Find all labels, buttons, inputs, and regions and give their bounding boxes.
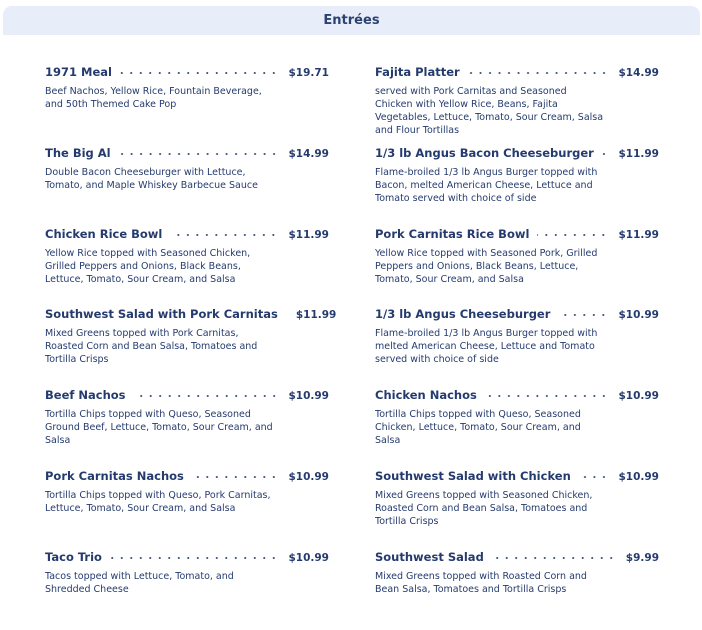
item-description: Mixed Greens topped with Roasted Corn and Bean Salsa, Tomatoes and Tortilla Crisps — [375, 570, 587, 595]
menu-item — [45, 145, 329, 226]
menu-item-header — [45, 549, 329, 565]
menu-item-header — [375, 387, 659, 403]
item-name: 1971 Meal — [45, 65, 112, 79]
item-price: $10.99 — [618, 470, 659, 483]
item-name: Pork Carnitas Nachos — [45, 468, 184, 483]
menu-item-header — [375, 145, 659, 161]
dot-leader — [602, 152, 609, 156]
item-description: Mixed Greens topped with Pork Carnitas, Roasted Corn and Bean Salsa, Tomatoes and Tortilla Crisps — [45, 328, 258, 366]
menu-item-header — [375, 64, 659, 80]
item-name: Beef Nachos — [45, 388, 126, 403]
dot-leader — [119, 152, 279, 156]
item-name: Southwest Salad with Chicken — [375, 468, 571, 483]
menu-item — [375, 226, 659, 307]
menu-item-header — [45, 145, 329, 161]
item-description: Tortilla Chips topped with Queso, Seasoned Ground Beef, Lettuce, Tomato, Sour Cream, and Salsa — [45, 409, 273, 447]
item-description: Double Bacon Cheeseburger with Lettuce, Tomato, and Maple Whiskey Barbecue Sauce — [45, 166, 258, 191]
menu-item-header — [45, 468, 329, 484]
item-name: 1/3 lb Angus Bacon Cheeseburger — [375, 145, 594, 160]
item-price: $11.99 — [288, 228, 329, 241]
dot-leader — [537, 233, 608, 237]
dot-leader — [134, 394, 279, 398]
menu-item — [45, 549, 329, 630]
menu-item — [45, 226, 329, 307]
item-description: Flame-broiled 1/3 lb Angus Burger topped with Bacon, melted American Cheese, Lettuce and Tomato served with choice of side — [375, 166, 598, 204]
menu-item-header — [375, 549, 659, 565]
menu-item — [375, 387, 659, 468]
menu-item — [375, 145, 659, 226]
item-description: served with Pork Carnitas and Seasoned Chicken with Yellow Rice, Beans, Fajita Vegetables, Lettuce, Tomato, Sour Cream, Salsa and Flour Tortillas — [375, 86, 604, 136]
item-name: Southwest Salad — [375, 549, 484, 564]
item-description: Yellow Rice topped with Seasoned Chicken, Grilled Peppers and Onions, Black Beans, Lettuce, Tomato, Sour Cream, and Salsa — [45, 247, 251, 285]
menu-item — [375, 64, 659, 145]
menu-item — [375, 306, 659, 387]
dot-leader — [579, 475, 609, 479]
item-price: $14.99 — [618, 67, 659, 79]
item-name: Chicken Rice Bowl — [45, 226, 163, 241]
dot-leader — [120, 71, 279, 75]
menu-item — [45, 387, 329, 468]
item-price: $10.99 — [288, 470, 329, 483]
menu-item — [45, 64, 329, 145]
item-price: $10.99 — [618, 390, 659, 403]
item-description: Tortilla Chips topped with Queso, Pork Carnitas, Lettuce, Tomato, Sour Cream, and Salsa — [45, 489, 271, 514]
menu-item-header — [375, 468, 659, 484]
menu-list — [45, 64, 659, 630]
dot-leader — [110, 556, 279, 560]
item-description: Yellow Rice topped with Seasoned Pork, Grilled Peppers and Onions, Black Beans, Lettuce, Tomato, Sour Cream, and Salsa — [375, 247, 598, 285]
item-price: $19.71 — [288, 67, 329, 79]
dot-leader — [170, 233, 278, 237]
item-price: $10.99 — [618, 309, 659, 322]
dot-leader — [558, 313, 608, 317]
section-header — [3, 6, 700, 35]
item-price: $11.99 — [618, 147, 659, 160]
dot-leader — [492, 556, 616, 560]
item-price: $14.99 — [288, 147, 329, 160]
item-name: 1/3 lb Angus Cheeseburger — [375, 307, 551, 322]
menu-item — [375, 468, 659, 549]
item-price: $11.99 — [295, 309, 337, 322]
menu-item-header — [45, 64, 329, 80]
item-description: Beef Nachos, Yellow Rice, Fountain Beverage, and 50th Themed Cake Pop — [45, 86, 262, 110]
item-name: Fajita Platter — [375, 65, 460, 79]
menu-item — [45, 306, 337, 387]
dot-leader — [192, 475, 279, 479]
menu-item — [375, 549, 659, 630]
item-name: Taco Trio — [45, 549, 102, 564]
dot-leader — [485, 394, 609, 398]
menu-item-header — [45, 387, 329, 403]
menu-item-header — [45, 306, 337, 322]
item-description: Mixed Greens topped with Seasoned Chicken, Roasted Corn and Bean Salsa, Tomatoes and Tortilla Crisps — [375, 489, 593, 527]
item-price: $10.99 — [288, 390, 329, 403]
item-name: Chicken Nachos — [375, 388, 477, 403]
menu-item-header — [375, 226, 659, 242]
item-price: $11.99 — [618, 228, 659, 241]
item-name: Pork Carnitas Rice Bowl — [375, 226, 530, 241]
item-price: $10.99 — [288, 551, 329, 564]
section-title: Entrées — [323, 13, 380, 28]
menu-item-header — [375, 306, 659, 322]
menu-item-header — [45, 226, 329, 242]
item-price: $9.99 — [625, 551, 659, 564]
item-description: Flame-broiled 1/3 lb Angus Burger topped with melted American Cheese, Lettuce and Tomato served with choice of side — [375, 328, 598, 366]
item-description: Tacos topped with Lettuce, Tomato, and Shredded Cheese — [45, 570, 234, 595]
dot-leader — [468, 71, 609, 75]
item-name: Southwest Salad with Pork Carnitas — [45, 307, 278, 322]
item-name: The Big Al — [45, 145, 111, 160]
menu-item — [45, 468, 329, 549]
item-description: Tortilla Chips topped with Queso, Seasoned Chicken, Lettuce, Tomato, Sour Cream, and Salsa — [375, 409, 581, 447]
